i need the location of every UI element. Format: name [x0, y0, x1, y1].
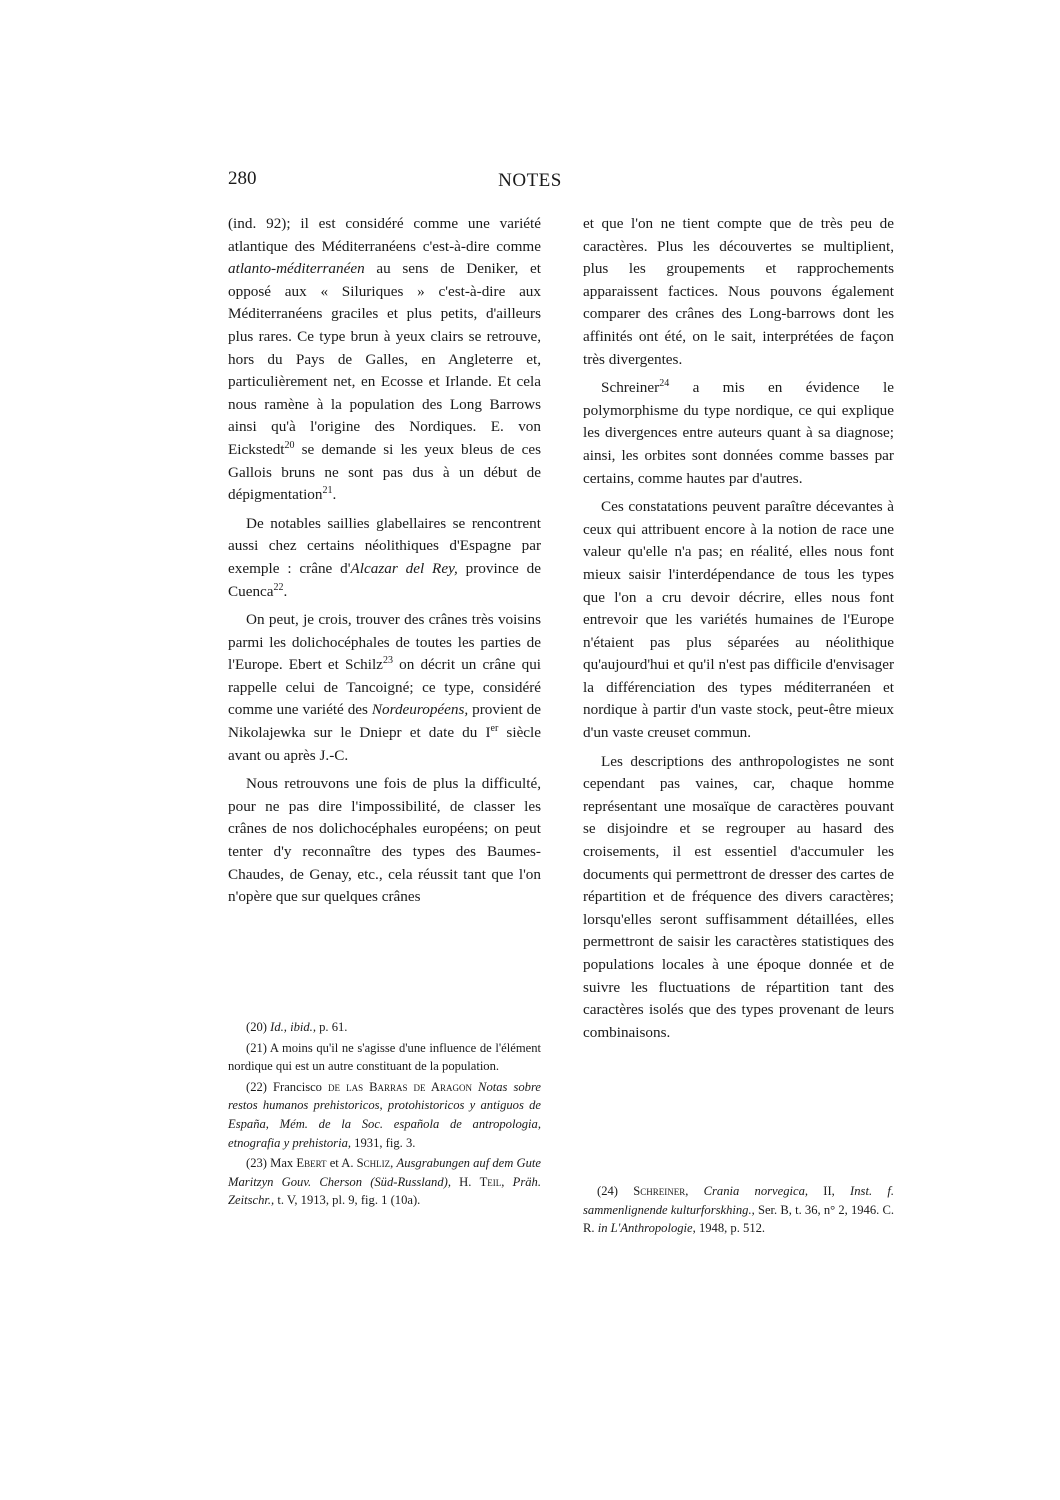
paragraph: De notables saillies glabellaires se rencontrent aussi chez certains néolithiques d'Espagne par exemple : crâne d'Alcazar del Rey, province de Cuenca$^{22}$. — [228, 514, 541, 600]
footnote-ref: 22 — [273, 581, 284, 593]
footnote-24: (24) Schreiner, Crania norvegica, II, Inst. f. sammenlignende kulturforskhing., Ser. B, t. 36, n° 2, 1946. C. R. in L'Anthropologie, 1948, p. 512. — [583, 1184, 895, 1236]
paragraph: Schreiner$^{24}$ a mis en évidence le polymorphisme du type nordique, ce qui explique les divergences entre auteurs quant à sa diagnose; ainsi, les orbites sont données comme basses par certains, comme hautes par d'autres. — [583, 378, 894, 487]
footnote-ref: 21 — [322, 485, 333, 497]
paragraph: Ces constatations peuvent paraître décevantes à ceux qui attribuent encore à la notion de race une valeur qu'elle n'a pas; en réalité, elles nous font mieux saisir l'interdépendance de tous les types que l'on a cru devoir décrire, elles nous font entrevoir que les variétés humaines de l'Europe n'étaient pas plus séparées au néolithique qu'aujourd'hui et qu'il n'est pas difficile d'envisager la différenciation des types méditerranéen et nordique à partir d'un vaste stock, peut-être mieux d'un vaste creuset commun. — [583, 498, 894, 742]
footnote-21: (21) A moins qu'il ne s'agisse d'une influence de l'élément nordique qui est un autre constituant de la population. — [228, 1040, 541, 1074]
paragraph: Les descriptions des anthropologistes ne sont cependant pas vaines, car, chaque homme représentant une mosaïque de caractères pouvant se disjoindre et se regrouper au hasard des croisements, il est essentiel d'accumuler les documents qui permettront de dresser des cartes de répartition et de fréquence des divers caractères; lorsqu'elles seront suffisamment détaillées, elles permettront de saisir les caractères statistiques des populations locales à une époque donnée et de suivre les fluctuations de répartition tant des caractères isolés que des types provenant de leurs combinaisons. — [583, 752, 894, 1041]
footnotes-right — [583, 1182, 894, 1240]
left-column — [228, 213, 541, 915]
paragraph: On peut, je crois, trouver des crânes très voisins parmi les dolichocéphales de toutes les parties de l'Europe. Ebert et Schilz$^{23}$ on décrit un crâne qui rappelle celui de Tancoigné; ce type, considéré comme une variété des Nordeuropéens, provient de Nikolajewka sur le Dniepr et date du Ier siècle avant ou après J.-C. — [228, 611, 542, 764]
page-number: 280 — [228, 168, 257, 189]
footnote-20: (20) Id., ibid., p. 61. — [246, 1020, 348, 1034]
running-head: NOTES — [498, 170, 562, 191]
footnote-22: (22) Francisco de las Barras de Aragon Notas sobre restos humanos prehistoricos, protohistoricos y antiguos de España, Mém. de la Soc. española de antropologia, etnografia y prehistoria, 1931, fig. 3. — [228, 1079, 541, 1150]
footnote-23: (23) Max Ebert et A. Schliz, Ausgrabungen auf dem Gute Maritzyn Gouv. Cherson (Süd-Russland), H. Teil, Präh. Zeitschr., t. V, 1913, pl. 9, fig. 1 (10a). — [228, 1156, 541, 1208]
paragraph: Nous retrouvons une fois de plus la difficulté, pour ne pas dire l'impossibilité, de classer les crânes de nos dolichocéphales européens; on peut tenter d'y reconnaître des types des Baumes-Chaudes, de Genay, etc., cela réussit tant que l'on n'opère que sur quelques crânes — [228, 775, 541, 906]
footnote-ref: 23 — [382, 655, 393, 667]
footnote-ref: 20 — [284, 439, 295, 451]
footnotes-left — [228, 1018, 541, 1212]
paragraph: et que l'on ne tient compte que de très peu de caractères. Plus les découvertes se multiplient, plus les groupements et rapprochements apparaissent factices. Nous pouvons également comparer des crânes des Long-barrows dont les affinités ont été, on le sait, interprétées de façon très divergentes. — [583, 215, 894, 368]
right-column — [583, 213, 894, 1050]
footnote-ref: 24 — [659, 378, 670, 390]
paragraph: (ind. 92); il est considéré comme une variété atlantique des Méditerranéens c'est-à-dire comme atlanto-méditerranéen au sens de Deniker, et opposé aux « Siluriques » c'est-à-dire aux Méditerranéens graciles et plus petits, d'ailleurs plus rares. Ce type brun à yeux clairs se retrouve, hors du Pays de Galles, en Angleterre et, particulièrement net, en Ecosse et Irlande. Et cela nous ramène à la population des Long Barrows ainsi qu'à l'origine des Nordiques. E. von Eickstedt$^{20}$ se demande si les yeux bleus de ces Gallois bruns ne sont pas dus à un début de dépigmentation$^{21}$. — [228, 215, 541, 504]
